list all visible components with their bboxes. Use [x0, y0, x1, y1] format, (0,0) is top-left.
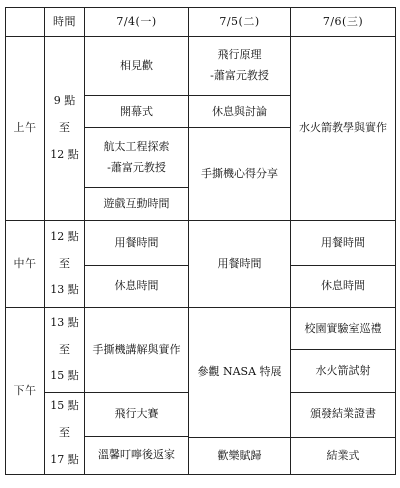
time-afternoon-1: [45, 308, 85, 392]
day2-morning-2: 休息與討論: [189, 96, 291, 128]
day2-noon-1: 用餐時間: [189, 220, 291, 307]
day2-morning-1: [189, 36, 291, 96]
header-day3: 7/6(三): [291, 8, 396, 37]
time-afternoon2-end: 17 點: [50, 452, 79, 466]
time-afternoon1-start: 13 點: [50, 316, 79, 330]
day2-morning-1-teacher: -蕭富元教授: [210, 69, 269, 83]
header-time: 時間: [45, 8, 85, 37]
table-row: [6, 36, 396, 96]
period-noon: 中午: [6, 220, 45, 307]
day1-morning-3-teacher: -蕭富元教授: [107, 160, 166, 174]
time-noon-to: 至: [59, 256, 70, 270]
day1-morning-1: 相見歡: [85, 36, 189, 96]
schedule-table: [5, 7, 396, 475]
day1-morning-3-title: 航太工程探索: [103, 140, 170, 154]
day2-morning-1-title: 飛行原理: [217, 48, 262, 62]
table-row: [6, 308, 396, 350]
period-afternoon: 下午: [6, 308, 45, 475]
period-morning: 上午: [6, 36, 45, 220]
day1-morning-3: [85, 128, 189, 188]
day2-morning-3: 手撕機心得分享: [189, 128, 291, 221]
day3-afternoon-1: 校園實驗室巡禮: [291, 308, 396, 350]
day2-afternoon-2: 歡樂賦歸: [189, 437, 291, 474]
time-morning-end: 12 點: [50, 147, 79, 161]
time-noon: [45, 220, 85, 307]
day3-afternoon-4: 結業式: [291, 437, 396, 474]
day1-morning-4: 遊戲互動時間: [85, 187, 189, 220]
day1-afternoon-2: 飛行大賽: [85, 392, 189, 436]
time-morning-to: 至: [59, 121, 70, 135]
header-day1: 7/4(一): [85, 8, 189, 37]
day2-afternoon-1: 參觀 NASA 特展: [189, 308, 291, 438]
header-row: [6, 8, 396, 37]
day1-noon-2: 休息時間: [85, 266, 189, 308]
time-noon-start: 12 點: [50, 230, 79, 244]
time-afternoon1-end: 15 點: [50, 369, 79, 383]
day3-afternoon-2: 水火箭試射: [291, 350, 396, 392]
header-day2: 7/5(二): [189, 8, 291, 37]
time-morning: [45, 36, 85, 220]
day3-morning-1: 水火箭教學與實作: [291, 36, 396, 220]
day1-afternoon-3: 溫馨叮嚀後返家: [85, 436, 189, 474]
time-afternoon-2: [45, 392, 85, 474]
time-afternoon2-start: 15 點: [50, 399, 79, 413]
header-corner: [6, 8, 45, 37]
time-afternoon2-to: 至: [59, 426, 70, 439]
time-noon-end: 13 點: [50, 283, 79, 297]
day3-noon-2: 休息時間: [291, 266, 396, 308]
time-afternoon1-to: 至: [59, 342, 70, 356]
day1-noon-1: 用餐時間: [85, 220, 189, 265]
day3-noon-1: 用餐時間: [291, 220, 396, 265]
day1-afternoon-1: 手撕機講解與實作: [85, 308, 189, 392]
day3-afternoon-3: 頒發結業證書: [291, 392, 396, 437]
time-morning-start: 9 點: [53, 94, 76, 108]
table-row: [6, 220, 396, 265]
day1-morning-2: 開幕式: [85, 96, 189, 128]
